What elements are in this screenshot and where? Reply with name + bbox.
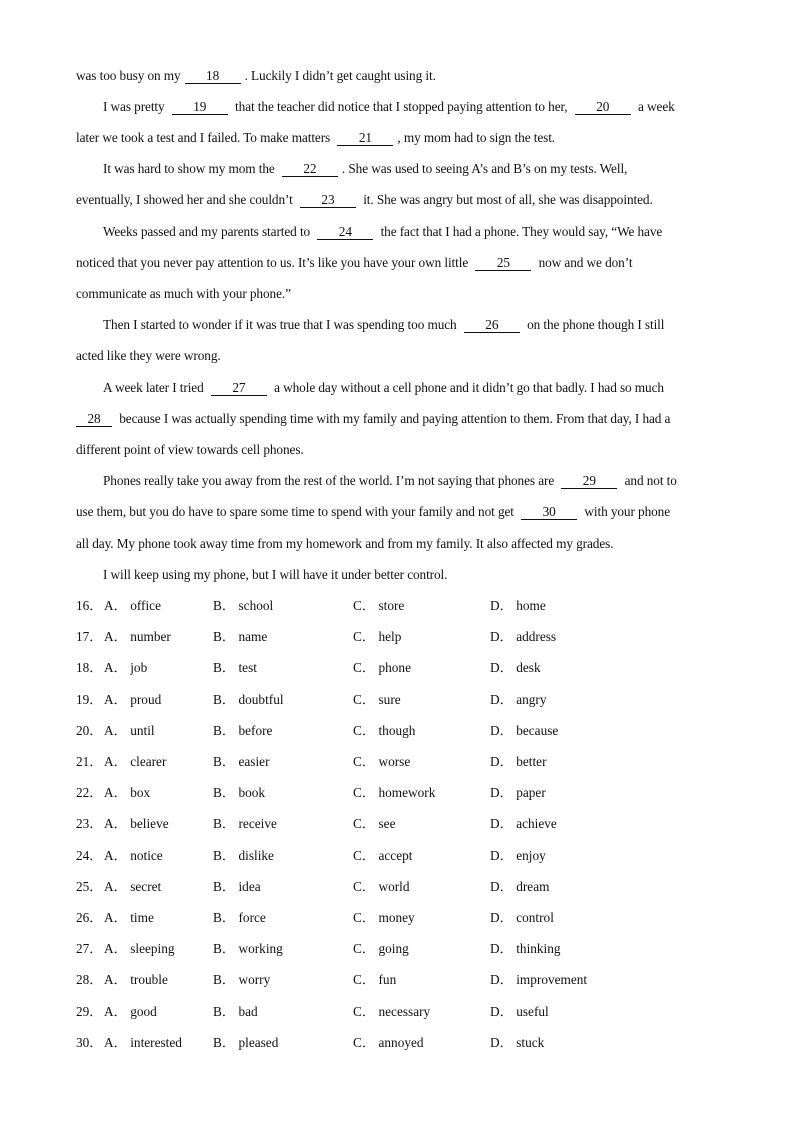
question-27 [76, 939, 718, 959]
option-d: D． enjoy [490, 848, 546, 863]
passage-line-6 [103, 222, 718, 242]
option-b: B． school [213, 598, 274, 613]
question-number: 18． [76, 660, 103, 675]
blank-18: 18 [185, 69, 241, 84]
passage-line-4 [103, 159, 718, 179]
blank-21: 21 [337, 131, 393, 146]
question-number: 20． [76, 723, 103, 738]
question-number: 29． [76, 1004, 103, 1019]
question-number: 21． [76, 754, 103, 769]
text: communicate as much with your phone.” [76, 286, 291, 301]
text: Phones really take you away from the rest of the world. I’m not saying that phones are [103, 473, 555, 488]
text: noticed that you never pay attention to us. It’s like you have your own little [76, 255, 469, 270]
option-b: B． name [213, 629, 268, 644]
passage-line-11 [103, 378, 718, 398]
option-a: A． clearer [104, 754, 167, 769]
option-d: D． useful [490, 1004, 549, 1019]
passage-line-2 [103, 97, 718, 117]
passage-line-1 [76, 66, 718, 86]
text: . She was used to seeing A’s and B’s on my tests. Well, [341, 161, 628, 176]
option-d: D． because [490, 723, 559, 738]
question-number: 19． [76, 692, 103, 707]
text: use them, but you do have to spare some time to spend with your family and not get [76, 504, 514, 519]
text: with your phone [584, 504, 671, 519]
passage-line-14 [103, 471, 718, 491]
blank-29: 29 [561, 474, 617, 489]
option-c: C． accept [353, 848, 413, 863]
blank-24: 24 [317, 225, 373, 240]
option-b: B． easier [213, 754, 270, 769]
option-a: A． trouble [104, 972, 168, 987]
text: acted like they were wrong. [76, 348, 221, 363]
text: later we took a test and I failed. To make matters [76, 130, 331, 145]
text: a whole day without a cell phone and it didn’t go that badly. I had so much [274, 380, 664, 395]
question-number: 17． [76, 629, 103, 644]
blank-30: 30 [521, 505, 577, 520]
option-c: C． necessary [353, 1004, 431, 1019]
option-b: B． receive [213, 816, 277, 831]
text: Weeks passed and my parents started to [103, 224, 311, 239]
question-number: 23． [76, 816, 103, 831]
option-b: B． dislike [213, 848, 274, 863]
option-d: D． paper [490, 785, 546, 800]
question-number: 16． [76, 598, 103, 613]
text: because I was actually spending time with my family and paying attention to them. From that day, I had a [119, 411, 671, 426]
option-c: C． homework [353, 785, 436, 800]
option-b: B． pleased [213, 1035, 279, 1050]
option-c: C． phone [353, 660, 411, 675]
option-c: C． fun [353, 972, 397, 987]
question-23 [76, 814, 718, 834]
passage-line-15 [76, 502, 718, 522]
option-a: A． sleeping [104, 941, 175, 956]
question-number: 30． [76, 1035, 103, 1050]
option-a: A． notice [104, 848, 163, 863]
option-b: B． before [213, 723, 273, 738]
question-29 [76, 1002, 718, 1022]
option-d: D． home [490, 598, 546, 613]
option-a: A． time [104, 910, 154, 925]
question-28 [76, 970, 718, 990]
question-24 [76, 846, 718, 866]
question-number: 28． [76, 972, 103, 987]
question-25 [76, 877, 718, 897]
passage-line-9 [103, 315, 718, 335]
question-26 [76, 908, 718, 928]
text: I was pretty [103, 99, 165, 114]
option-d: D． thinking [490, 941, 561, 956]
option-b: B． force [213, 910, 266, 925]
blank-22: 22 [282, 162, 338, 177]
option-d: D． improvement [490, 972, 588, 987]
option-b: B． book [213, 785, 266, 800]
blank-25: 25 [475, 256, 531, 271]
option-c: C． world [353, 879, 410, 894]
option-d: D． stuck [490, 1035, 545, 1050]
option-a: A． until [104, 723, 155, 738]
option-b: B． test [213, 660, 257, 675]
blank-26: 26 [464, 318, 520, 333]
question-30 [76, 1033, 718, 1053]
text: all day. My phone took away time from my homework and from my family. It also affected my grades. [76, 536, 614, 551]
option-a: A． box [104, 785, 151, 800]
blank-23: 23 [300, 193, 356, 208]
passage-line-3 [76, 128, 718, 148]
option-a: A． believe [104, 816, 169, 831]
text: the fact that I had a phone. They would say, “We have [380, 224, 663, 239]
option-c: C． annoyed [353, 1035, 424, 1050]
option-c: C． see [353, 816, 396, 831]
question-19 [76, 690, 718, 710]
passage-line-7 [76, 253, 718, 273]
option-d: D． angry [490, 692, 547, 707]
option-c: C． money [353, 910, 415, 925]
blank-28: 28 [76, 412, 112, 427]
question-18 [76, 658, 718, 678]
option-d: D． better [490, 754, 547, 769]
text: a week [637, 99, 675, 114]
text: , my mom had to sign the test. [397, 130, 556, 145]
text: eventually, I showed her and she couldn’t [76, 192, 293, 207]
option-d: D． desk [490, 660, 541, 675]
question-16 [76, 596, 718, 616]
option-c: C． though [353, 723, 416, 738]
option-d: D． dream [490, 879, 550, 894]
text: it. She was angry but most of all, she was disappointed. [363, 192, 653, 207]
option-a: A． number [104, 629, 171, 644]
option-d: D． control [490, 910, 554, 925]
option-d: D． address [490, 629, 557, 644]
question-17 [76, 627, 718, 647]
blank-20: 20 [575, 100, 631, 115]
passage-line-12 [76, 409, 718, 429]
option-c: C． store [353, 598, 405, 613]
option-b: B． bad [213, 1004, 258, 1019]
question-number: 22． [76, 785, 103, 800]
question-20 [76, 721, 718, 741]
option-d: D． achieve [490, 816, 557, 831]
text: different point of view towards cell phones. [76, 442, 304, 457]
text: that the teacher did notice that I stopped paying attention to her, [235, 99, 568, 114]
passage-line-5 [76, 190, 718, 210]
option-a: A． secret [104, 879, 162, 894]
option-a: A． job [104, 660, 148, 675]
text: . Luckily I didn’t get caught using it. [244, 68, 436, 83]
option-b: B． working [213, 941, 283, 956]
question-number: 24． [76, 848, 103, 863]
option-b: B． worry [213, 972, 271, 987]
passage-line-10 [76, 346, 718, 366]
question-21 [76, 752, 718, 772]
option-c: C． sure [353, 692, 401, 707]
question-22 [76, 783, 718, 803]
option-c: C． help [353, 629, 402, 644]
text: It was hard to show my mom the [103, 161, 275, 176]
passage-line-8 [76, 284, 718, 304]
option-b: B． idea [213, 879, 261, 894]
passage-line-16 [76, 534, 718, 554]
option-a: A． proud [104, 692, 162, 707]
blank-19: 19 [172, 100, 228, 115]
text: and not to [624, 473, 677, 488]
text: Then I started to wonder if it was true that I was spending too much [103, 317, 457, 332]
text: now and we don’t [538, 255, 633, 270]
option-a: A． good [104, 1004, 157, 1019]
question-number: 25． [76, 879, 103, 894]
option-c: C． worse [353, 754, 411, 769]
option-a: A． office [104, 598, 161, 613]
option-b: B． doubtful [213, 692, 284, 707]
blank-27: 27 [211, 381, 267, 396]
text: I will keep using my phone, but I will have it under better control. [103, 567, 448, 582]
question-number: 27． [76, 941, 103, 956]
option-a: A． interested [104, 1035, 182, 1050]
text: A week later I tried [103, 380, 204, 395]
text: was too busy on my [76, 68, 181, 83]
text: on the phone though I still [527, 317, 665, 332]
question-number: 26． [76, 910, 103, 925]
passage-line-13 [76, 440, 718, 460]
passage-line-17 [103, 565, 718, 585]
option-c: C． going [353, 941, 409, 956]
